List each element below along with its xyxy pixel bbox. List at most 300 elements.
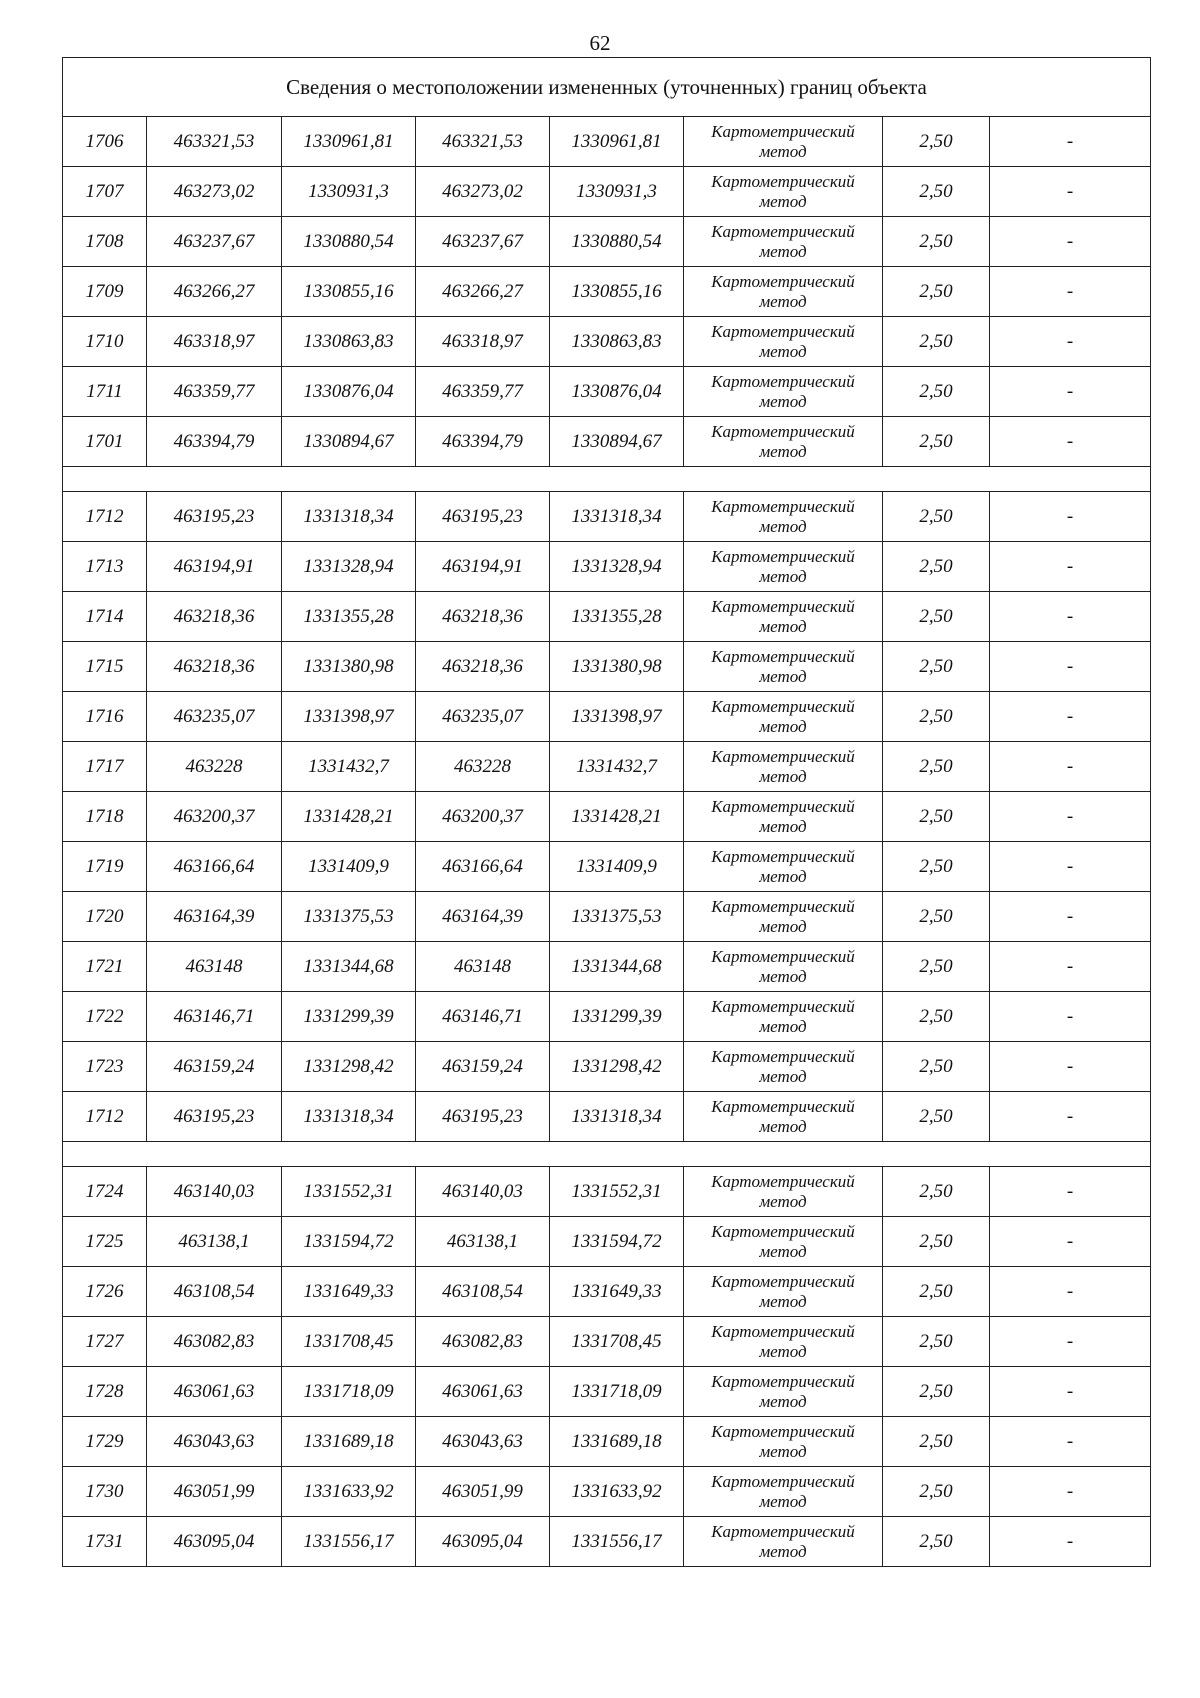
refined-y-cell: 1331375,53 <box>550 892 684 942</box>
group-separator-cell <box>63 1142 1151 1167</box>
note-cell: - <box>990 542 1151 592</box>
existing-x-cell: 463043,63 <box>147 1417 282 1467</box>
method-line-2: метод <box>759 866 807 886</box>
point-number-cell: 1724 <box>63 1167 147 1217</box>
note-cell: - <box>990 167 1151 217</box>
refined-x-cell: 463273,02 <box>416 167 550 217</box>
method-line-2: метод <box>759 1241 807 1261</box>
method-cell <box>684 117 883 167</box>
method-cell <box>684 592 883 642</box>
method-line-2: метод <box>759 341 807 361</box>
refined-y-cell: 1331318,34 <box>550 492 684 542</box>
accuracy-cell: 2,50 <box>883 642 990 692</box>
method-line-2: метод <box>759 716 807 736</box>
refined-x-cell: 463051,99 <box>416 1467 550 1517</box>
accuracy-cell: 2,50 <box>883 167 990 217</box>
note-cell: - <box>990 267 1151 317</box>
refined-x-cell: 463043,63 <box>416 1417 550 1467</box>
table-row <box>63 892 1151 942</box>
method-line-1: Картометрический <box>711 946 855 966</box>
refined-x-cell: 463235,07 <box>416 692 550 742</box>
table-row <box>63 217 1151 267</box>
existing-y-cell: 1331594,72 <box>282 1217 416 1267</box>
accuracy-cell: 2,50 <box>883 417 990 467</box>
method-cell <box>684 367 883 417</box>
method-line-2: метод <box>759 1066 807 1086</box>
table-row <box>63 792 1151 842</box>
accuracy-cell: 2,50 <box>883 117 990 167</box>
method-line-1: Картометрический <box>711 1421 855 1441</box>
accuracy-cell: 2,50 <box>883 942 990 992</box>
note-cell: - <box>990 317 1151 367</box>
note-cell: - <box>990 1092 1151 1142</box>
method-cell <box>684 1267 883 1317</box>
refined-x-cell: 463166,64 <box>416 842 550 892</box>
method-cell <box>684 1317 883 1367</box>
note-cell: - <box>990 742 1151 792</box>
method-cell <box>684 417 883 467</box>
existing-x-cell: 463237,67 <box>147 217 282 267</box>
point-number-cell: 1706 <box>63 117 147 167</box>
existing-y-cell: 1331344,68 <box>282 942 416 992</box>
point-number-cell: 1726 <box>63 1267 147 1317</box>
accuracy-cell: 2,50 <box>883 592 990 642</box>
refined-x-cell: 463318,97 <box>416 317 550 367</box>
method-line-2: метод <box>759 666 807 686</box>
method-line-1: Картометрический <box>711 846 855 866</box>
point-number-cell: 1701 <box>63 417 147 467</box>
refined-y-cell: 1331318,34 <box>550 1092 684 1142</box>
existing-y-cell: 1330931,3 <box>282 167 416 217</box>
table-row <box>63 942 1151 992</box>
existing-y-cell: 1331328,94 <box>282 542 416 592</box>
table-row <box>63 117 1151 167</box>
point-number-cell: 1714 <box>63 592 147 642</box>
existing-x-cell: 463200,37 <box>147 792 282 842</box>
point-number-cell: 1730 <box>63 1467 147 1517</box>
note-cell: - <box>990 792 1151 842</box>
point-number-cell: 1723 <box>63 1042 147 1092</box>
group-separator-row <box>63 1142 1151 1167</box>
method-line-1: Картометрический <box>711 171 855 191</box>
accuracy-cell: 2,50 <box>883 217 990 267</box>
refined-x-cell: 463195,23 <box>416 1092 550 1142</box>
refined-x-cell: 463159,24 <box>416 1042 550 1092</box>
note-cell: - <box>990 892 1151 942</box>
existing-y-cell: 1330876,04 <box>282 367 416 417</box>
refined-y-cell: 1330876,04 <box>550 367 684 417</box>
existing-y-cell: 1331633,92 <box>282 1467 416 1517</box>
accuracy-cell: 2,50 <box>883 692 990 742</box>
refined-y-cell: 1331428,21 <box>550 792 684 842</box>
existing-y-cell: 1331432,7 <box>282 742 416 792</box>
table-body <box>63 58 1151 1567</box>
method-cell <box>684 1092 883 1142</box>
table-row <box>63 1217 1151 1267</box>
point-number-cell: 1709 <box>63 267 147 317</box>
accuracy-cell: 2,50 <box>883 267 990 317</box>
method-line-1: Картометрический <box>711 421 855 441</box>
method-cell <box>684 642 883 692</box>
method-cell <box>684 1167 883 1217</box>
method-line-2: метод <box>759 1116 807 1136</box>
method-line-2: метод <box>759 291 807 311</box>
refined-y-cell: 1331552,31 <box>550 1167 684 1217</box>
method-line-1: Картометрический <box>711 646 855 666</box>
accuracy-cell: 2,50 <box>883 1217 990 1267</box>
existing-y-cell: 1330880,54 <box>282 217 416 267</box>
refined-x-cell: 463195,23 <box>416 492 550 542</box>
method-line-2: метод <box>759 1491 807 1511</box>
existing-x-cell: 463359,77 <box>147 367 282 417</box>
refined-x-cell: 463228 <box>416 742 550 792</box>
existing-y-cell: 1330961,81 <box>282 117 416 167</box>
boundary-coordinates-table <box>62 57 1151 1567</box>
existing-x-cell: 463108,54 <box>147 1267 282 1317</box>
point-number-cell: 1712 <box>63 492 147 542</box>
method-line-2: метод <box>759 1191 807 1211</box>
refined-y-cell: 1330961,81 <box>550 117 684 167</box>
existing-x-cell: 463218,36 <box>147 642 282 692</box>
table-row <box>63 1467 1151 1517</box>
refined-y-cell: 1331398,97 <box>550 692 684 742</box>
refined-y-cell: 1330931,3 <box>550 167 684 217</box>
existing-y-cell: 1331649,33 <box>282 1267 416 1317</box>
method-line-2: метод <box>759 391 807 411</box>
table-row <box>63 267 1151 317</box>
refined-y-cell: 1331380,98 <box>550 642 684 692</box>
refined-y-cell: 1330894,67 <box>550 417 684 467</box>
method-line-2: метод <box>759 616 807 636</box>
accuracy-cell: 2,50 <box>883 317 990 367</box>
method-line-1: Картометрический <box>711 1221 855 1241</box>
existing-x-cell: 463266,27 <box>147 267 282 317</box>
method-line-2: метод <box>759 816 807 836</box>
method-cell <box>684 1042 883 1092</box>
method-line-1: Картометрический <box>711 596 855 616</box>
accuracy-cell: 2,50 <box>883 1467 990 1517</box>
refined-y-cell: 1331409,9 <box>550 842 684 892</box>
method-line-1: Картометрический <box>711 321 855 341</box>
point-number-cell: 1728 <box>63 1367 147 1417</box>
note-cell: - <box>990 1417 1151 1467</box>
method-line-1: Картометрический <box>711 1371 855 1391</box>
existing-y-cell: 1331380,98 <box>282 642 416 692</box>
refined-x-cell: 463321,53 <box>416 117 550 167</box>
point-number-cell: 1720 <box>63 892 147 942</box>
note-cell: - <box>990 592 1151 642</box>
method-line-1: Картометрический <box>711 1321 855 1341</box>
method-line-1: Картометрический <box>711 996 855 1016</box>
table-row <box>63 542 1151 592</box>
accuracy-cell: 2,50 <box>883 1317 990 1367</box>
table-row <box>63 1367 1151 1417</box>
note-cell: - <box>990 367 1151 417</box>
note-cell: - <box>990 217 1151 267</box>
point-number-cell: 1710 <box>63 317 147 367</box>
accuracy-cell: 2,50 <box>883 1267 990 1317</box>
point-number-cell: 1707 <box>63 167 147 217</box>
existing-y-cell: 1331552,31 <box>282 1167 416 1217</box>
point-number-cell: 1719 <box>63 842 147 892</box>
table-row <box>63 742 1151 792</box>
note-cell: - <box>990 942 1151 992</box>
existing-x-cell: 463218,36 <box>147 592 282 642</box>
accuracy-cell: 2,50 <box>883 992 990 1042</box>
method-line-2: метод <box>759 241 807 261</box>
method-cell <box>684 317 883 367</box>
method-cell <box>684 267 883 317</box>
accuracy-cell: 2,50 <box>883 1092 990 1142</box>
existing-y-cell: 1330894,67 <box>282 417 416 467</box>
method-line-1: Картометрический <box>711 896 855 916</box>
point-number-cell: 1725 <box>63 1217 147 1267</box>
existing-x-cell: 463138,1 <box>147 1217 282 1267</box>
refined-y-cell: 1331633,92 <box>550 1467 684 1517</box>
existing-y-cell: 1331355,28 <box>282 592 416 642</box>
note-cell: - <box>990 992 1151 1042</box>
refined-x-cell: 463237,67 <box>416 217 550 267</box>
accuracy-cell: 2,50 <box>883 1167 990 1217</box>
method-line-1: Картометрический <box>711 746 855 766</box>
note-cell: - <box>990 842 1151 892</box>
accuracy-cell: 2,50 <box>883 742 990 792</box>
table-row <box>63 692 1151 742</box>
method-cell <box>684 892 883 942</box>
existing-y-cell: 1331428,21 <box>282 792 416 842</box>
method-line-1: Картометрический <box>711 271 855 291</box>
method-line-1: Картометрический <box>711 1096 855 1116</box>
point-number-cell: 1715 <box>63 642 147 692</box>
existing-x-cell: 463235,07 <box>147 692 282 742</box>
method-cell <box>684 1417 883 1467</box>
method-line-1: Картометрический <box>711 221 855 241</box>
method-cell <box>684 1467 883 1517</box>
table-row <box>63 1517 1151 1567</box>
method-line-2: метод <box>759 966 807 986</box>
table-title-row <box>63 58 1151 117</box>
existing-x-cell: 463195,23 <box>147 1092 282 1142</box>
refined-y-cell: 1331594,72 <box>550 1217 684 1267</box>
note-cell: - <box>990 417 1151 467</box>
refined-x-cell: 463148 <box>416 942 550 992</box>
point-number-cell: 1708 <box>63 217 147 267</box>
method-line-1: Картометрический <box>711 1471 855 1491</box>
refined-x-cell: 463146,71 <box>416 992 550 1042</box>
point-number-cell: 1718 <box>63 792 147 842</box>
accuracy-cell: 2,50 <box>883 542 990 592</box>
existing-y-cell: 1331409,9 <box>282 842 416 892</box>
refined-y-cell: 1331718,09 <box>550 1367 684 1417</box>
note-cell: - <box>990 117 1151 167</box>
method-cell <box>684 492 883 542</box>
refined-x-cell: 463218,36 <box>416 642 550 692</box>
note-cell: - <box>990 1517 1151 1567</box>
method-line-1: Картометрический <box>711 1171 855 1191</box>
method-line-1: Картометрический <box>711 1521 855 1541</box>
existing-x-cell: 463166,64 <box>147 842 282 892</box>
method-line-2: метод <box>759 1541 807 1561</box>
accuracy-cell: 2,50 <box>883 492 990 542</box>
existing-x-cell: 463148 <box>147 942 282 992</box>
method-cell <box>684 1217 883 1267</box>
existing-x-cell: 463164,39 <box>147 892 282 942</box>
existing-x-cell: 463195,23 <box>147 492 282 542</box>
table-title: Сведения о местоположении измененных (уточненных) границ объекта <box>63 58 1151 117</box>
existing-x-cell: 463273,02 <box>147 167 282 217</box>
refined-y-cell: 1331556,17 <box>550 1517 684 1567</box>
method-line-1: Картометрический <box>711 496 855 516</box>
refined-x-cell: 463266,27 <box>416 267 550 317</box>
refined-y-cell: 1331708,45 <box>550 1317 684 1367</box>
refined-x-cell: 463061,63 <box>416 1367 550 1417</box>
table-row <box>63 1417 1151 1467</box>
existing-x-cell: 463228 <box>147 742 282 792</box>
refined-x-cell: 463138,1 <box>416 1217 550 1267</box>
refined-x-cell: 463218,36 <box>416 592 550 642</box>
existing-x-cell: 463321,53 <box>147 117 282 167</box>
method-line-2: метод <box>759 141 807 161</box>
method-cell <box>684 742 883 792</box>
method-line-2: метод <box>759 516 807 536</box>
table-row <box>63 417 1151 467</box>
point-number-cell: 1713 <box>63 542 147 592</box>
accuracy-cell: 2,50 <box>883 1517 990 1567</box>
accuracy-cell: 2,50 <box>883 1367 990 1417</box>
method-cell <box>684 942 883 992</box>
method-cell <box>684 217 883 267</box>
refined-y-cell: 1331432,7 <box>550 742 684 792</box>
table-row <box>63 1267 1151 1317</box>
group-separator-row <box>63 467 1151 492</box>
existing-y-cell: 1331299,39 <box>282 992 416 1042</box>
method-line-2: метод <box>759 1291 807 1311</box>
method-line-2: метод <box>759 1391 807 1411</box>
point-number-cell: 1731 <box>63 1517 147 1567</box>
method-line-2: метод <box>759 1341 807 1361</box>
existing-x-cell: 463082,83 <box>147 1317 282 1367</box>
refined-y-cell: 1331344,68 <box>550 942 684 992</box>
method-line-2: метод <box>759 766 807 786</box>
accuracy-cell: 2,50 <box>883 1042 990 1092</box>
existing-y-cell: 1331556,17 <box>282 1517 416 1567</box>
refined-y-cell: 1331299,39 <box>550 992 684 1042</box>
table-row <box>63 642 1151 692</box>
method-line-2: метод <box>759 566 807 586</box>
existing-y-cell: 1331718,09 <box>282 1367 416 1417</box>
accuracy-cell: 2,50 <box>883 842 990 892</box>
existing-y-cell: 1330855,16 <box>282 267 416 317</box>
table-row <box>63 317 1151 367</box>
existing-y-cell: 1331318,34 <box>282 492 416 542</box>
refined-y-cell: 1331649,33 <box>550 1267 684 1317</box>
refined-x-cell: 463082,83 <box>416 1317 550 1367</box>
note-cell: - <box>990 1217 1151 1267</box>
refined-x-cell: 463140,03 <box>416 1167 550 1217</box>
note-cell: - <box>990 692 1151 742</box>
refined-y-cell: 1330855,16 <box>550 267 684 317</box>
existing-x-cell: 463394,79 <box>147 417 282 467</box>
method-line-2: метод <box>759 916 807 936</box>
note-cell: - <box>990 1042 1151 1092</box>
point-number-cell: 1721 <box>63 942 147 992</box>
method-line-1: Картометрический <box>711 796 855 816</box>
refined-x-cell: 463164,39 <box>416 892 550 942</box>
existing-x-cell: 463051,99 <box>147 1467 282 1517</box>
method-cell <box>684 792 883 842</box>
method-line-2: метод <box>759 191 807 211</box>
note-cell: - <box>990 642 1151 692</box>
refined-y-cell: 1331298,42 <box>550 1042 684 1092</box>
table-row <box>63 167 1151 217</box>
refined-y-cell: 1330863,83 <box>550 317 684 367</box>
table-row <box>63 1317 1151 1367</box>
table-row <box>63 1042 1151 1092</box>
existing-x-cell: 463140,03 <box>147 1167 282 1217</box>
method-line-2: метод <box>759 1016 807 1036</box>
refined-x-cell: 463200,37 <box>416 792 550 842</box>
method-cell <box>684 692 883 742</box>
existing-x-cell: 463194,91 <box>147 542 282 592</box>
accuracy-cell: 2,50 <box>883 367 990 417</box>
existing-x-cell: 463318,97 <box>147 317 282 367</box>
refined-x-cell: 463194,91 <box>416 542 550 592</box>
note-cell: - <box>990 1167 1151 1217</box>
method-cell <box>684 842 883 892</box>
refined-y-cell: 1331328,94 <box>550 542 684 592</box>
table-row <box>63 1167 1151 1217</box>
table-row <box>63 367 1151 417</box>
note-cell: - <box>990 1467 1151 1517</box>
table-row <box>63 992 1151 1042</box>
note-cell: - <box>990 1367 1151 1417</box>
method-line-1: Картометрический <box>711 1271 855 1291</box>
existing-y-cell: 1330863,83 <box>282 317 416 367</box>
refined-x-cell: 463394,79 <box>416 417 550 467</box>
method-line-1: Картометрический <box>711 546 855 566</box>
existing-y-cell: 1331298,42 <box>282 1042 416 1092</box>
table-row <box>63 492 1151 542</box>
point-number-cell: 1729 <box>63 1417 147 1467</box>
method-line-1: Картометрический <box>711 121 855 141</box>
note-cell: - <box>990 492 1151 542</box>
refined-x-cell: 463108,54 <box>416 1267 550 1317</box>
point-number-cell: 1717 <box>63 742 147 792</box>
refined-x-cell: 463095,04 <box>416 1517 550 1567</box>
point-number-cell: 1727 <box>63 1317 147 1367</box>
existing-y-cell: 1331398,97 <box>282 692 416 742</box>
existing-x-cell: 463061,63 <box>147 1367 282 1417</box>
existing-x-cell: 463159,24 <box>147 1042 282 1092</box>
table-row <box>63 842 1151 892</box>
refined-y-cell: 1331689,18 <box>550 1417 684 1467</box>
point-number-cell: 1711 <box>63 367 147 417</box>
refined-y-cell: 1330880,54 <box>550 217 684 267</box>
point-number-cell: 1716 <box>63 692 147 742</box>
existing-y-cell: 1331318,34 <box>282 1092 416 1142</box>
method-cell <box>684 1517 883 1567</box>
method-line-1: Картометрический <box>711 696 855 716</box>
method-line-1: Картометрический <box>711 371 855 391</box>
group-separator-cell <box>63 467 1151 492</box>
method-line-2: метод <box>759 441 807 461</box>
method-cell <box>684 992 883 1042</box>
point-number-cell: 1722 <box>63 992 147 1042</box>
existing-y-cell: 1331708,45 <box>282 1317 416 1367</box>
refined-x-cell: 463359,77 <box>416 367 550 417</box>
existing-x-cell: 463095,04 <box>147 1517 282 1567</box>
method-line-1: Картометрический <box>711 1046 855 1066</box>
